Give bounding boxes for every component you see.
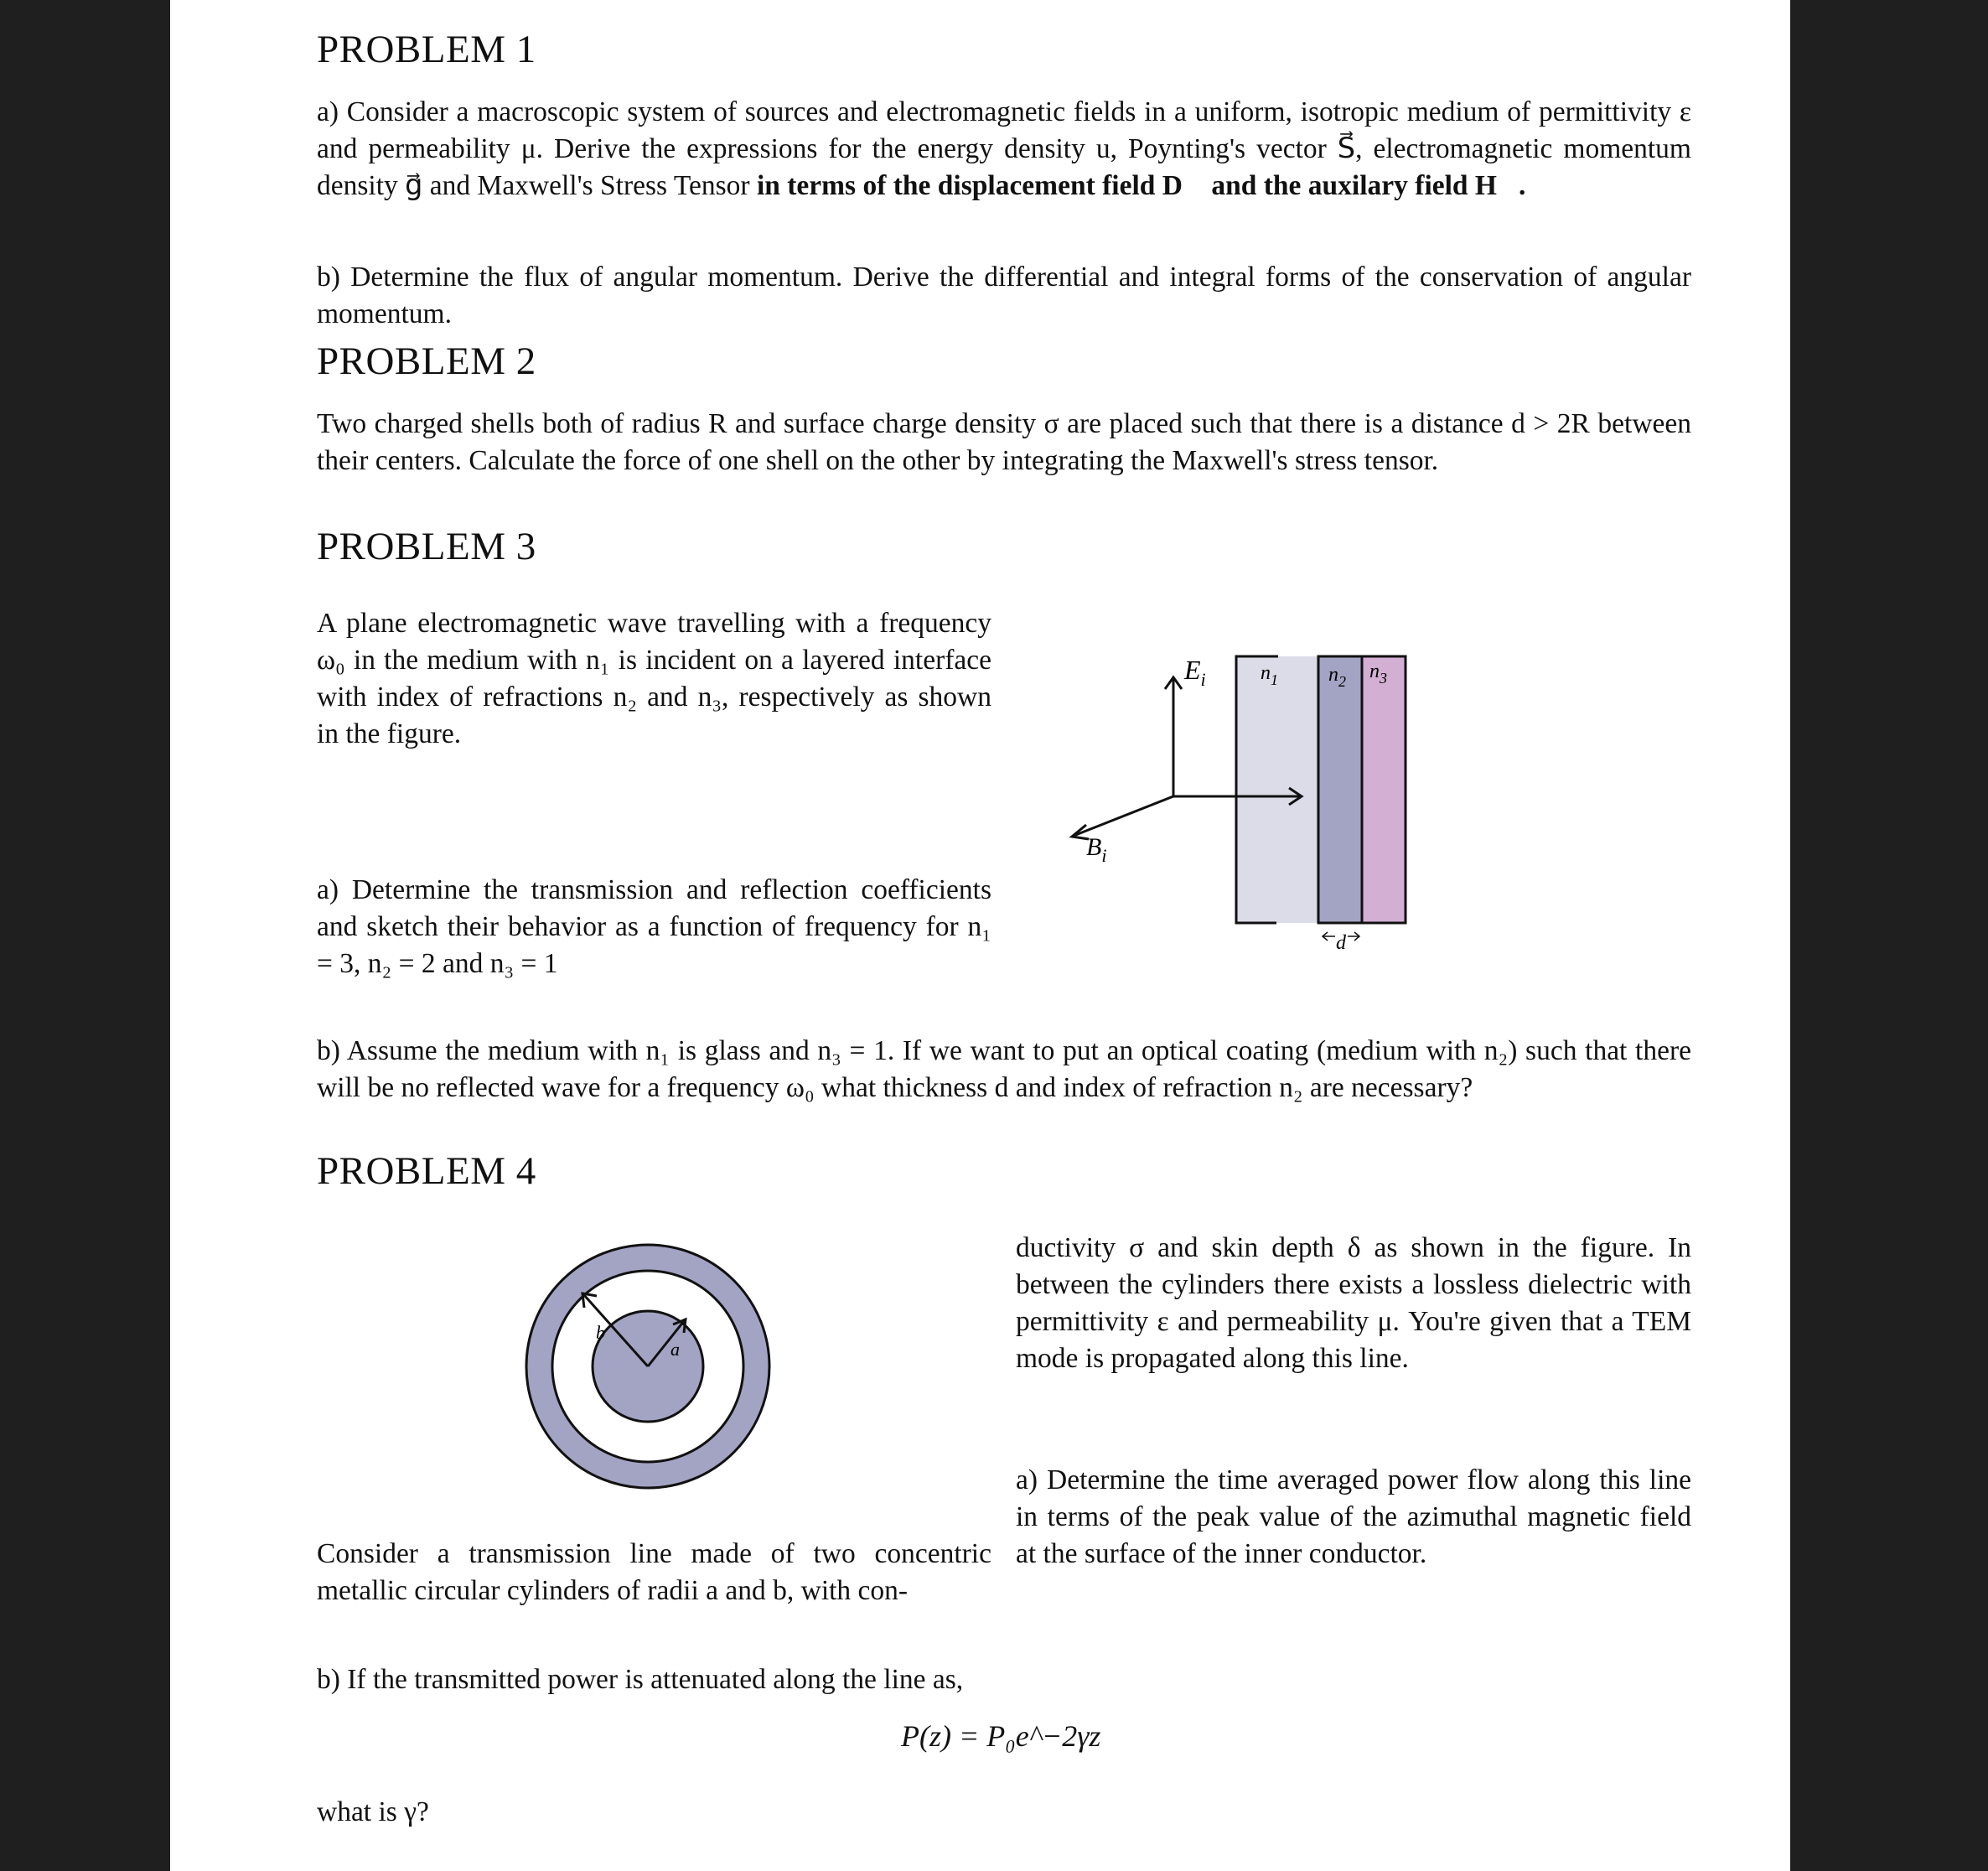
coaxial-cable-figure [522,1241,774,1492]
problem4-part-a: a) Determine the time averaged power flow along this line in terms of the peak value of the azimuthal magnetic field at the surface of the inner conductor. [1016,1464,1691,1569]
thickness-label: d [1336,932,1346,954]
n2-label: $n_2$ [1328,664,1346,690]
problem4-part-b: b) If the transmitted power is attenuated along the line as, [317,1664,964,1695]
attenuation-equation: P(z) = P₀e^−2γz [901,1719,1101,1753]
problem1-part-a-text: a) Consider a macroscopic system of sources and electromagnetic fields in a uniform, isotropic medium of permittivity ε and permeability μ. Derive the expressions for the energy density u, Poynting's vector S⃗, electromagnetic momentum density g⃗ and Maxwell's Stress Tensor [317,96,1691,201]
radius-b-label: b [596,1322,605,1343]
problem4-left-text: Consider a transmission line made of two concentric metallic circular cylinders of radii a and b, with con- [317,1538,991,1606]
medium-n1-layer [1236,656,1318,923]
medium-n2-layer [1318,656,1362,923]
b-field-label: $B_i$ [1086,833,1107,866]
b-field-arrow [1074,796,1173,836]
problem3-part-b: b) Assume the medium with n₁ is glass and n₃ = 1. If we want to put an optical coating (medium with n₂) such that there will be no reflected wave for a frequency ω₀ what thickness d and index of refraction n₂ are necessary? [317,1035,1691,1103]
problem1-part-a-bold: in terms of the displacement field D⃗ and the auxilary field H⃗. [756,170,1526,201]
problem4-right-text: ductivity σ and skin depth δ as shown in the figure. In between the cylinders there exists a lossless dielectric with permittivity ε and permeability μ. You're given that a TEM mode is propagated along this line. [1016,1232,1691,1374]
problem3-part-a: a) Determine the transmission and reflection coefficients and sketch their behavior as a function of frequency for n₁ = 3, n₂ = 2 and n₃ = 1 [317,874,991,979]
problem4-heading: PROBLEM 4 [317,1149,536,1193]
n1-label: $n_1$ [1261,662,1278,688]
problem3-intro: A plane electromagnetic wave travelling with a frequency ω₀ in the medium with n₁ is incident on a layered interface with index of refractions n₂ and n₃, respectively as shown in the figure. [317,608,991,749]
problem2-heading: PROBLEM 2 [317,339,536,383]
problem3-heading: PROBLEM 3 [317,525,536,568]
problem1-heading: PROBLEM 1 [317,28,536,71]
e-field-label: $E_i$ [1184,655,1206,690]
problem4-question: what is γ? [317,1796,429,1827]
document-page [170,0,1790,1871]
problem2-text: Two charged shells both of radius R and surface charge density σ are placed such that there is a distance d > 2R between their centers. Calculate the force of one shell on the other by integrating the Maxwell's stress tensor. [317,408,1691,476]
problem1-part-a [317,94,1691,205]
medium-n3-layer [1362,656,1406,923]
layered-interface-figure [1054,637,1599,972]
radius-a-label: a [670,1339,680,1360]
n3-label: $n_3$ [1369,661,1387,687]
problem1-part-b: b) Determine the flux of angular momentum. Derive the differential and integral forms of the conservation of angular momentum. [317,262,1691,329]
